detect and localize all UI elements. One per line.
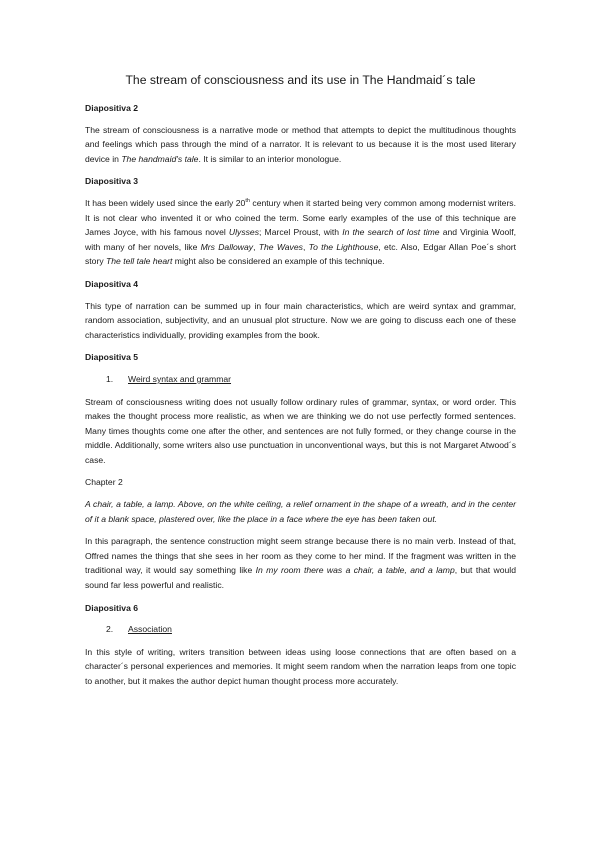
text-span: , but that would sound far less powerful and realistic. (85, 565, 516, 591)
book-title-italic: The Waves (258, 241, 303, 252)
paragraph-diapositiva-4: This type of narration can be summed up in four main characteristics, which are weird syntax and grammar, random association, subjectivity, and an unusual plot structure. Now we are going to discuss each one of these characteristics individually, providing examples from the book. (85, 300, 516, 340)
paragraph-diapositiva-3 (85, 196, 516, 269)
heading-diapositiva-5: Diapositiva 5 (85, 352, 139, 363)
heading-diapositiva-4: Diapositiva 4 (85, 278, 139, 289)
list-item-weird-syntax (85, 372, 516, 387)
paragraph-diapositiva-2 (85, 123, 516, 167)
book-title-italic: To the Lighthouse (308, 241, 379, 252)
text-span: ; Marcel Proust, with (259, 227, 343, 238)
book-title-italic: Mrs Dalloway (200, 241, 254, 252)
heading-diapositiva-3: Diapositiva 3 (85, 176, 139, 187)
document-page (85, 72, 516, 697)
heading-diapositiva-6: Diapositiva 6 (85, 602, 139, 613)
text-span: . It is similar to an interior monologue. (198, 153, 342, 164)
list-number: 1. (106, 373, 114, 384)
text-span: , (302, 241, 309, 252)
list-label: Association (128, 624, 172, 635)
paragraph-analysis (85, 534, 516, 592)
text-span: It has been widely used since the early 20 (85, 197, 246, 208)
text-span: , etc. Also, Edgar Allan Poe´s short story (85, 241, 516, 267)
text-span: might also be considered an example of this technique. (172, 256, 385, 267)
quote-text: A chair, a table, a lamp. Above, on the white ceiling, a relief ornament in the shape of a wreath, and in the center of it a blank space, plastered over, like the place in a face where the eye has been taken out. (85, 499, 516, 524)
heading-diapositiva-2: Diapositiva 2 (85, 103, 139, 113)
list-number: 2. (106, 624, 114, 635)
book-title-italic: In the search of lost time (342, 227, 440, 238)
list-label: Weird syntax and grammar (128, 373, 232, 384)
paragraph-weird-syntax: Stream of consciousness writing does not usually follow ordinary rules of grammar, syntax, or word order. This makes the thought process more realistic, as when we are thinking we do not use perfectly formed sentences. Many times thoughts come one after the other, and sentences are not fully formed, or they change course in the middle. Additionally, some writers also use punctuation in unconventional ways, but this is not Margaret Atwood´s case. (85, 396, 516, 465)
paragraph-association: In this style of writing, writers transition between ideas using loose connections that are often based on a character´s personal experiences and memories. It might seem random when the narration leaps from one topic to another, but it makes the author depict human thought process more accurately. (85, 646, 516, 686)
book-title-italic: The handmaid's tale (121, 153, 199, 164)
text-span: century when it started being very common among modernist writers. It is not clear who invented it or who coined the term. Some early examples of the use of this technique are James Joyce, with his famous novel (85, 197, 516, 238)
text-span: and Virginia Woolf, with many of her novels, like (85, 227, 516, 252)
italic-example: In my room there was a chair, a table, and a lamp (255, 565, 455, 576)
text-span: , (253, 241, 259, 252)
text-span: In this paragraph, the sentence construction might seem strange because there is no main verb. Instead of that, Offred names the things that she sees in her room as they come to her mind. If the fragment was written in the traditional way, it would say something like (85, 536, 516, 576)
document-title: The stream of consciousness and its use in The Handmaid´s tale (125, 73, 476, 87)
list-item-association (85, 622, 516, 637)
chapter-label: Chapter 2 (85, 477, 123, 488)
superscript: th (245, 198, 250, 205)
book-title-italic: The tell tale heart (106, 256, 173, 267)
text-span: The stream of consciousness is a narrative mode or method that attempts to depict the multitudinous thoughts and feelings which pass through the mind of a narrator. It is relevant to us because it is the most used literary device in (85, 124, 516, 164)
quote-paragraph (85, 497, 516, 526)
book-title-italic: Ulysses (228, 227, 260, 238)
